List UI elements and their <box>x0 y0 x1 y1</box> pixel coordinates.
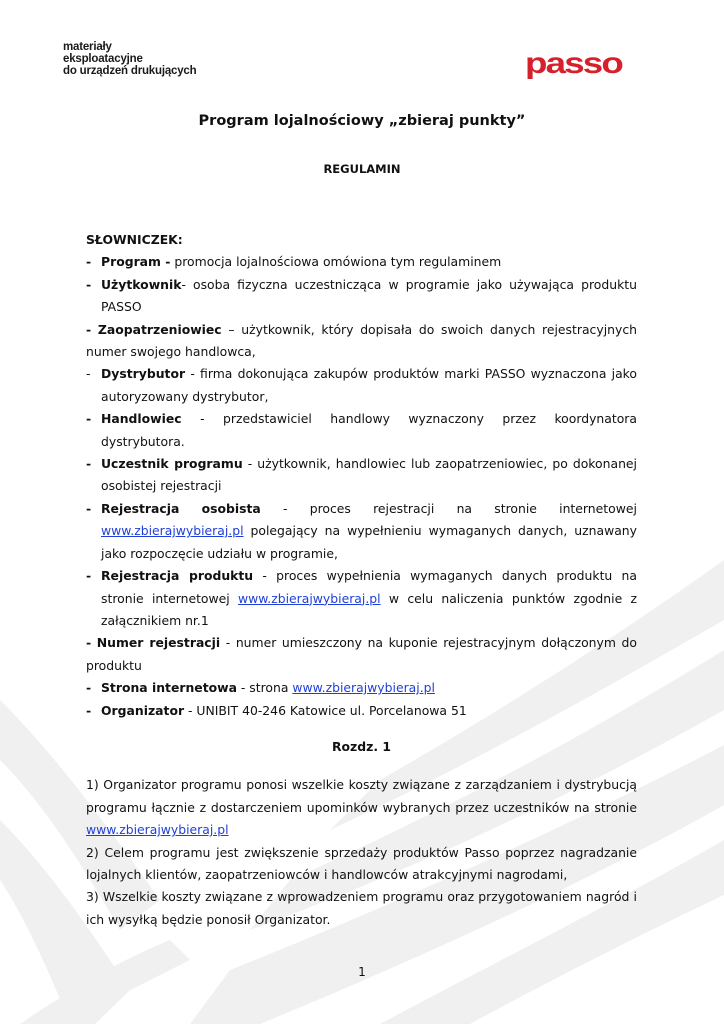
glossary-item-strona <box>86 677 637 699</box>
list-dash: - <box>86 635 92 651</box>
list-dash: - <box>86 500 92 516</box>
word: stronie <box>494 500 537 516</box>
glossary-term: Numer rejestracji <box>96 635 221 651</box>
glossary-item-handlowiec <box>86 408 637 453</box>
list-dash: - <box>86 321 92 337</box>
list-dash: - <box>86 254 92 270</box>
glossary-text: - przedstawiciel handlowy wyznaczony przez koordynatora dystrybutora. <box>101 411 637 449</box>
glossary-term: Zaopatrzeniowiec <box>97 321 222 337</box>
glossary-term: Rejestracja produktu <box>101 568 254 584</box>
glossary-text: - UNIBIT 40-246 Katowice ul. Porcelanowa 51 <box>184 702 467 718</box>
svg-text:passo: passo <box>525 48 623 80</box>
glossary-text: - użytkownik, handlowiec lub zaopatrzeniowiec, po dokonanej osobistej rejestracji <box>101 456 637 494</box>
glossary-term: Użytkownik <box>101 276 182 292</box>
paragraph-text: 1) Organizator programu ponosi wszelkie koszty związane z zarządzaniem i dystrybucją programu łącznie z dostarczeniem upominków wybranych przez uczestników na stronie <box>86 777 637 815</box>
list-dash: - <box>86 366 91 382</box>
word: internetowej <box>559 500 637 516</box>
glossary-text: polegający na wypełnieniu wymaganych danych, uznawany jako rozpoczęcie udziału w programie, <box>101 523 637 561</box>
website-link[interactable]: www.zbierajwybieraj.pl <box>238 590 381 606</box>
website-link[interactable]: www.zbierajwybieraj.pl <box>101 523 244 539</box>
glossary-text: - osoba fizyczna uczestnicząca w programie jako używająca produktu PASSO <box>101 276 637 315</box>
glossary-text: w celu naliczenia punktów zgodnie z załącznikiem nr.1 <box>101 590 638 628</box>
glossary-term: Dystrybutor <box>101 366 186 382</box>
brand-line: eksploatacyjne <box>63 53 143 65</box>
glossary-term: osobista <box>201 500 261 516</box>
glossary-item-uczestnik <box>86 453 637 498</box>
word: - <box>282 500 288 516</box>
brand-tagline <box>63 41 196 77</box>
list-dash: - <box>86 456 92 472</box>
page-number: 1 <box>358 965 366 979</box>
glossary-item-zaopatrzeniowiec <box>86 319 637 364</box>
list-dash: - <box>86 568 92 584</box>
brand-line: do urządzeń drukujących <box>63 65 197 77</box>
glossary-text: - strona <box>236 680 293 696</box>
glossary-item-rejestracja-osobista <box>86 498 637 565</box>
word: na <box>456 500 473 516</box>
glossary-item-organizator <box>86 700 637 722</box>
glossary-term: Strona internetowa <box>101 680 237 696</box>
document-body <box>86 229 637 931</box>
glossary-text: – użytkownik, który dopisała do swoich danych rejestracyjnych numer swojego handlowca, <box>86 321 637 360</box>
glossary-heading: SŁOWNICZEK: <box>86 232 183 247</box>
glossary-term: Organizator <box>101 702 185 718</box>
paragraph-1 <box>86 774 637 841</box>
glossary-text: promocja lojalnościowa omówiona tym regulaminem <box>170 254 502 270</box>
list-dash: - <box>86 680 92 696</box>
glossary-item-dystrybutor <box>86 363 637 408</box>
list-dash: - <box>86 276 92 292</box>
document-title: Program lojalnościowy „zbieraj punkty” <box>198 113 526 129</box>
glossary-term: Program - <box>101 254 171 270</box>
glossary-item-uzytkownik <box>86 274 637 319</box>
glossary-item-program <box>86 251 637 273</box>
glossary-text: - proces wypełnienia wymaganych danych produktu na stronie internetowej <box>101 568 637 606</box>
brand-line: materiały <box>63 41 112 53</box>
glossary-term: Rejestracja <box>101 500 180 516</box>
glossary-item-numer-rejestracji <box>86 632 637 677</box>
paragraph-3: 3) Wszelkie koszty związane z wprowadzeniem programu oraz przygotowaniem nagród i ich wysyłką będzie ponosił Organizator. <box>86 889 637 927</box>
document-subtitle: REGULAMIN <box>323 162 401 176</box>
passo-logo <box>525 48 623 80</box>
website-link[interactable]: www.zbierajwybieraj.pl <box>86 822 229 838</box>
glossary-item-rejestracja-produktu <box>86 565 637 632</box>
word: proces <box>309 500 351 516</box>
list-dash: - <box>86 702 92 718</box>
section-heading: Rozdz. 1 <box>332 738 391 754</box>
glossary-term: Uczestnik programu <box>101 456 243 472</box>
justified-line <box>101 498 637 520</box>
glossary-text: - firma dokonująca zakupów produktów marki PASSO wyznaczona jako autoryzowany dystrybutor, <box>101 366 637 404</box>
glossary-text: - numer umieszczony na kuponie rejestracyjnym dołączonym do produktu <box>86 635 637 673</box>
list-dash: - <box>86 411 92 427</box>
paragraph-2: 2) Celem programu jest zwiększenie sprzedaży produktów Passo poprzez nagradzanie lojalnych klientów, zaopatrzeniowców i handlowców atrakcyjnymi nagrodami, <box>86 844 637 882</box>
website-link[interactable]: www.zbierajwybieraj.pl <box>292 680 435 696</box>
word: rejestracji <box>373 500 435 516</box>
glossary-term: Handlowiec <box>101 411 182 427</box>
